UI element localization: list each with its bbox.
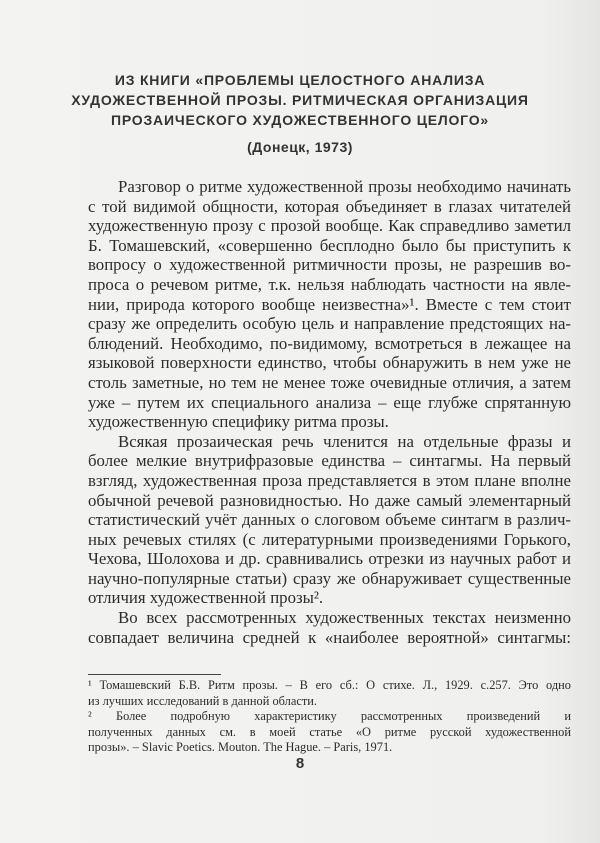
text-line: Чехова, Шолохова и др. сравнивались отрезки из научных работ и <box>88 549 571 569</box>
text-line: с той видимой общности, которая объединяет в глазах читателей <box>88 196 571 216</box>
title-line: ХУДОЖЕСТВЕННОЙ ПРОЗЫ. РИТМИЧЕСКАЯ ОРГАНИЗАЦИЯ <box>71 92 529 108</box>
text-line: Всякая прозаическая речь членится на отдельные фразы и <box>118 431 571 451</box>
text-line: столь заметные, но тем не менее тоже очевидные отличия, а затем <box>88 372 571 392</box>
paragraph <box>88 177 571 432</box>
text-line: статистический учёт данных о слоговом объеме синтагм в различ- <box>88 510 571 530</box>
text-line: нии, природа которого вообще неизвестна»¹. Вместе с тем стоит <box>88 294 571 314</box>
text-line: из лучших исследований в данной области. <box>88 693 317 708</box>
footnote <box>88 709 571 756</box>
text-line: художественную прозу с прозой вообще. Как справедливо заметил <box>88 216 571 236</box>
paragraph <box>88 432 571 608</box>
text-line: отличия художественной прозы². <box>88 588 324 608</box>
text-line: полученных данных см. в моей статье «О ритме русской художественной <box>88 724 571 739</box>
text-line: Во всех рассмотренных художественных текстах неизменно <box>118 608 571 628</box>
text-line: прозы». – Slavic Poetics. Mouton. The Hague. – Paris, 1971. <box>88 740 393 755</box>
text-line: совпадает величина средней к «наиболее вероятной» синтагмы: <box>88 627 571 647</box>
text-line: блюдений. Необходимо, по-видимому, всмотреться в лежащее на <box>88 333 571 353</box>
chapter-subtitle: (Донецк, 1973) <box>247 139 353 155</box>
footnotes <box>88 678 571 756</box>
text-line: взгляд, художественная проза представляется в этом плане вполне <box>88 470 571 490</box>
text-line: ¹ Томашевский Б.В. Ритм прозы. – В его сб.: О стихе. Л., 1929. с.257. Это одно <box>88 678 571 692</box>
text-line: Разговор о ритме художественной прозы необходимо начинать <box>118 177 571 196</box>
title-line: ПРОЗАИЧЕСКОГО ХУДОЖЕСТВЕННОГО ЦЕЛОГО» <box>110 112 489 128</box>
text-line: языковой поверхности единство, чтобы обнаружить в нем уже не <box>88 353 571 373</box>
page-number: 8 <box>295 755 305 772</box>
body-text <box>88 177 571 647</box>
text-line: проса о речевом ритме, т.к. нельзя наблюдать частности на явле- <box>88 274 571 294</box>
paragraph <box>88 608 571 647</box>
title-line: ИЗ КНИГИ «ПРОБЛЕМЫ ЦЕЛОСТНОГО АНАЛИЗА <box>114 72 486 88</box>
text-line: ных речевых стилях (с литературными произведениями Горького, <box>88 529 571 549</box>
footnote <box>88 678 571 709</box>
text-line: сразу же определить особую цель и направление предстоящих на- <box>88 314 571 334</box>
text-line: ² Более подробную характеристику рассмотренных произведений и <box>88 709 571 724</box>
text-line: более мелкие внутрифразовые единства – синтагмы. На первый <box>88 451 571 471</box>
text-line: обычной речевой разновидностью. Но даже самый элементарный <box>88 490 571 510</box>
footnote-divider <box>88 674 221 675</box>
text-line: художественную специфику ритма прозы. <box>88 412 389 432</box>
text-line: Б. Томашевский, «совершенно бесплодно было бы приступить к <box>88 235 571 255</box>
text-line: вопросу о художественной ритмичности прозы, не разрешив во- <box>88 255 571 275</box>
chapter-title <box>40 70 560 130</box>
text-line: научно-популярные статьи) сразу же обнаруживает существенные <box>88 568 571 588</box>
text-line: уже – путем их специального анализа – еще глубже спрятанную <box>88 392 571 412</box>
